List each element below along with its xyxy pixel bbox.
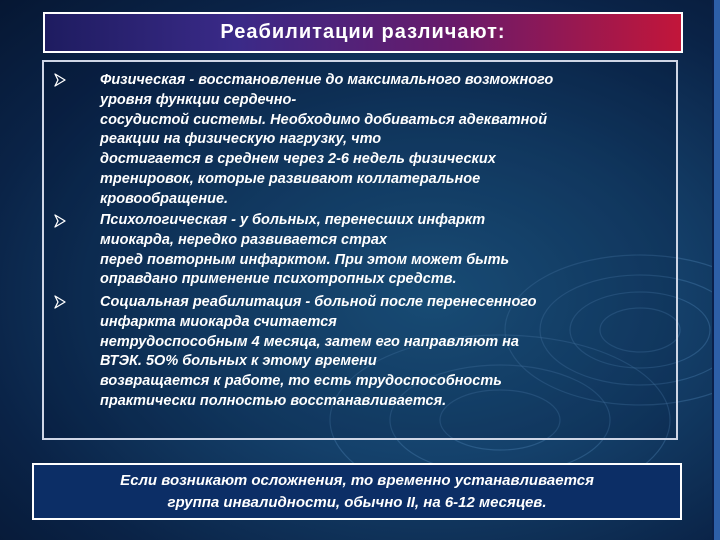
page-title: Реабилитации различают:: [220, 21, 506, 43]
item-line: перед повторным инфарктом. При этом может быть: [100, 251, 510, 268]
title-bar: [43, 12, 683, 53]
item-line: сосудистой системы. Необходимо добиваться адекватной: [100, 111, 548, 128]
list-item-physical: [100, 71, 670, 210]
item-line: достигается в среднем через 2-6 недель физических: [100, 151, 496, 168]
note-line-2: группа инвалидности, обычно II, на 6-12 месяцев.: [167, 493, 547, 511]
arrow-bullet-icon: [53, 295, 67, 309]
arrow-bullet-icon: [53, 214, 67, 228]
item-line: кровообращение.: [100, 190, 229, 207]
item-line: реакции на физическую нагрузку, что: [100, 131, 382, 148]
item-line: Физическая - восстановление до максимального возможного: [100, 72, 554, 88]
list-item-psychological: [100, 211, 670, 290]
complications-note: [32, 463, 682, 520]
item-line: миокарда, нередко развивается страх: [100, 231, 387, 248]
item-line: Психологическая - у больных, перенесших инфаркт: [100, 212, 486, 228]
item-line: практически полностью восстанавливается.: [100, 392, 447, 409]
arrow-bullet-icon: [53, 73, 67, 87]
item-line: ВТЭК. 5О% больных к этому времени: [100, 353, 377, 370]
item-line: возвращается к работе, то есть трудоспособность: [100, 373, 502, 390]
item-line: оправдано применение психотропных средств.: [100, 271, 457, 288]
item-line: тренировок, которые развивают коллатеральное: [100, 170, 481, 187]
item-line: уровня функции сердечно-: [100, 91, 297, 108]
item-line: инфаркта миокарда считается: [100, 313, 337, 330]
note-line-1: Если возникают осложнения, то временно устанавливается: [120, 471, 594, 489]
item-line: Социальная реабилитация - больной после перенесенного: [100, 294, 537, 310]
item-line: нетрудоспособным 4 месяца, затем его направляют на: [100, 333, 519, 350]
content-panel: [42, 60, 678, 440]
list-item-social: [100, 293, 670, 412]
slide-edge: [714, 0, 720, 540]
